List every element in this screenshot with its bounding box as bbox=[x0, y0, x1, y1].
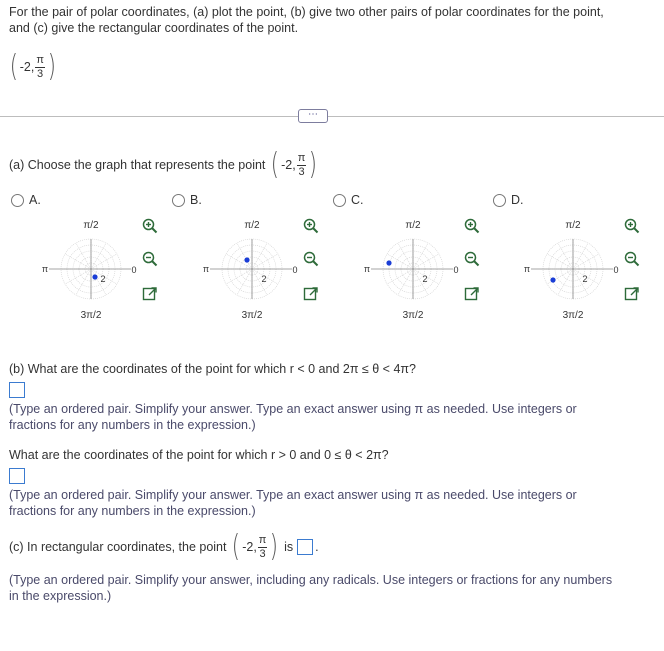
polar-graph[interactable] bbox=[197, 214, 307, 324]
part-c-question bbox=[9, 529, 319, 564]
plotted-point bbox=[92, 274, 97, 279]
hint-b1 bbox=[9, 401, 577, 433]
part-c-point bbox=[230, 529, 280, 564]
popout-icon[interactable] bbox=[141, 285, 159, 303]
theta-numerator: π bbox=[258, 533, 267, 546]
hint-b2 bbox=[9, 487, 577, 519]
hint-b2-line-2: fractions for any numbers in the expression.) bbox=[9, 504, 256, 518]
theta-denominator: 3 bbox=[298, 165, 305, 178]
polar-tick-label: 2 bbox=[100, 274, 106, 284]
zoom-in-icon[interactable] bbox=[623, 217, 641, 235]
point-theta bbox=[35, 55, 45, 80]
zoom-out-icon[interactable] bbox=[302, 250, 320, 268]
hint-c-line-2: in the expression.) bbox=[9, 589, 112, 603]
part-a-point bbox=[269, 147, 319, 182]
hint-b1-line-2: fractions for any numbers in the expression.) bbox=[9, 418, 256, 432]
part-a-question bbox=[9, 147, 319, 182]
polar-tick-label: 2 bbox=[261, 274, 267, 284]
polar-label-left: π bbox=[523, 264, 531, 274]
polar-label-left: π bbox=[363, 264, 371, 274]
left-paren: ( bbox=[271, 147, 280, 182]
left-paren: ( bbox=[9, 49, 18, 84]
right-paren: ) bbox=[270, 529, 279, 564]
polar-label-bottom: 3π/2 bbox=[562, 310, 584, 321]
polar-graph[interactable] bbox=[358, 214, 468, 324]
polar-tick-label: 2 bbox=[582, 274, 588, 284]
section-divider bbox=[0, 116, 664, 117]
zoom-out-icon[interactable] bbox=[141, 250, 159, 268]
hint-c bbox=[9, 572, 612, 604]
polar-label-right: 0 bbox=[613, 265, 619, 275]
more-button[interactable]: ⋯ bbox=[298, 109, 328, 123]
answer-box-b1[interactable] bbox=[9, 382, 25, 398]
polar-label-left: π bbox=[202, 264, 210, 274]
zoom-in-icon[interactable] bbox=[463, 217, 481, 235]
polar-label-bottom: 3π/2 bbox=[241, 310, 263, 321]
polar-tick-label: 2 bbox=[422, 274, 428, 284]
option-radio[interactable] bbox=[11, 194, 24, 207]
polar-label-top: π/2 bbox=[565, 220, 581, 231]
polar-label-bottom: 3π/2 bbox=[80, 310, 102, 321]
polar-grid-ray bbox=[398, 269, 413, 295]
right-paren: ) bbox=[309, 147, 318, 182]
option-letter[interactable]: B. bbox=[190, 193, 202, 207]
point-r: -2, bbox=[19, 60, 35, 74]
point-r: -2, bbox=[281, 158, 296, 172]
left-paren: ( bbox=[232, 529, 241, 564]
theta-numerator: π bbox=[36, 53, 44, 66]
polar-label-right: 0 bbox=[131, 265, 137, 275]
polar-label-bottom: 3π/2 bbox=[402, 310, 424, 321]
polar-label-top: π/2 bbox=[83, 220, 99, 231]
point-r: -2, bbox=[242, 540, 257, 554]
right-paren: ) bbox=[47, 49, 56, 84]
polar-graph[interactable] bbox=[36, 214, 146, 324]
point-theta bbox=[297, 153, 307, 178]
polar-grid-ray bbox=[237, 269, 252, 295]
plotted-point bbox=[550, 277, 555, 282]
zoom-in-icon[interactable] bbox=[302, 217, 320, 235]
part-c-period: . bbox=[315, 540, 319, 554]
popout-icon[interactable] bbox=[463, 285, 481, 303]
prompt-line-1: For the pair of polar coordinates, (a) plot the point, (b) give two other pairs of polar coordinates for the point, bbox=[9, 5, 604, 19]
answer-box-b2[interactable] bbox=[9, 468, 25, 484]
prompt-line-2: and (c) give the rectangular coordinates of the point. bbox=[9, 21, 299, 35]
theta-denominator: 3 bbox=[37, 67, 44, 80]
zoom-out-icon[interactable] bbox=[463, 250, 481, 268]
part-a-label: (a) Choose the graph that represents the point bbox=[9, 158, 266, 172]
hint-c-line-1: (Type an ordered pair. Simplify your answer, including any radicals. Use integers or fractions for any numbers bbox=[9, 573, 613, 587]
option-radio[interactable] bbox=[333, 194, 346, 207]
polar-label-top: π/2 bbox=[405, 220, 421, 231]
part-b-question-1: (b) What are the coordinates of the point for which r < 0 and 2π ≤ θ < 4π? bbox=[9, 362, 416, 376]
zoom-out-icon[interactable] bbox=[623, 250, 641, 268]
theta-numerator: π bbox=[297, 151, 306, 164]
hint-b1-line-1: (Type an ordered pair. Simplify your answer. Type an exact answer using π as needed. Use integers or bbox=[9, 402, 577, 416]
option-letter[interactable]: D. bbox=[511, 193, 524, 207]
popout-icon[interactable] bbox=[302, 285, 320, 303]
polar-label-top: π/2 bbox=[244, 220, 260, 231]
part-b-question-2: What are the coordinates of the point for which r > 0 and 0 ≤ θ < 2π? bbox=[9, 448, 389, 462]
polar-grid-ray bbox=[76, 269, 91, 295]
polar-graph[interactable] bbox=[518, 214, 628, 324]
polar-label-right: 0 bbox=[453, 265, 459, 275]
plotted-point bbox=[386, 260, 391, 265]
polar-grid-ray bbox=[558, 269, 573, 295]
answer-box-c[interactable] bbox=[297, 539, 313, 555]
given-point bbox=[8, 49, 58, 84]
question-prompt bbox=[9, 4, 649, 36]
plotted-point bbox=[244, 257, 249, 262]
option-letter[interactable]: A. bbox=[29, 193, 41, 207]
polar-label-right: 0 bbox=[292, 265, 298, 275]
option-radio[interactable] bbox=[172, 194, 185, 207]
option-radio[interactable] bbox=[493, 194, 506, 207]
zoom-in-icon[interactable] bbox=[141, 217, 159, 235]
part-c-label: (c) In rectangular coordinates, the point bbox=[9, 540, 227, 554]
part-c-is-label: is bbox=[284, 540, 294, 554]
point-theta bbox=[258, 535, 268, 560]
polar-label-left: π bbox=[41, 264, 49, 274]
hint-b2-line-1: (Type an ordered pair. Simplify your answer. Type an exact answer using π as needed. Use integers or bbox=[9, 488, 577, 502]
theta-denominator: 3 bbox=[259, 547, 266, 560]
popout-icon[interactable] bbox=[623, 285, 641, 303]
option-letter[interactable]: C. bbox=[351, 193, 364, 207]
